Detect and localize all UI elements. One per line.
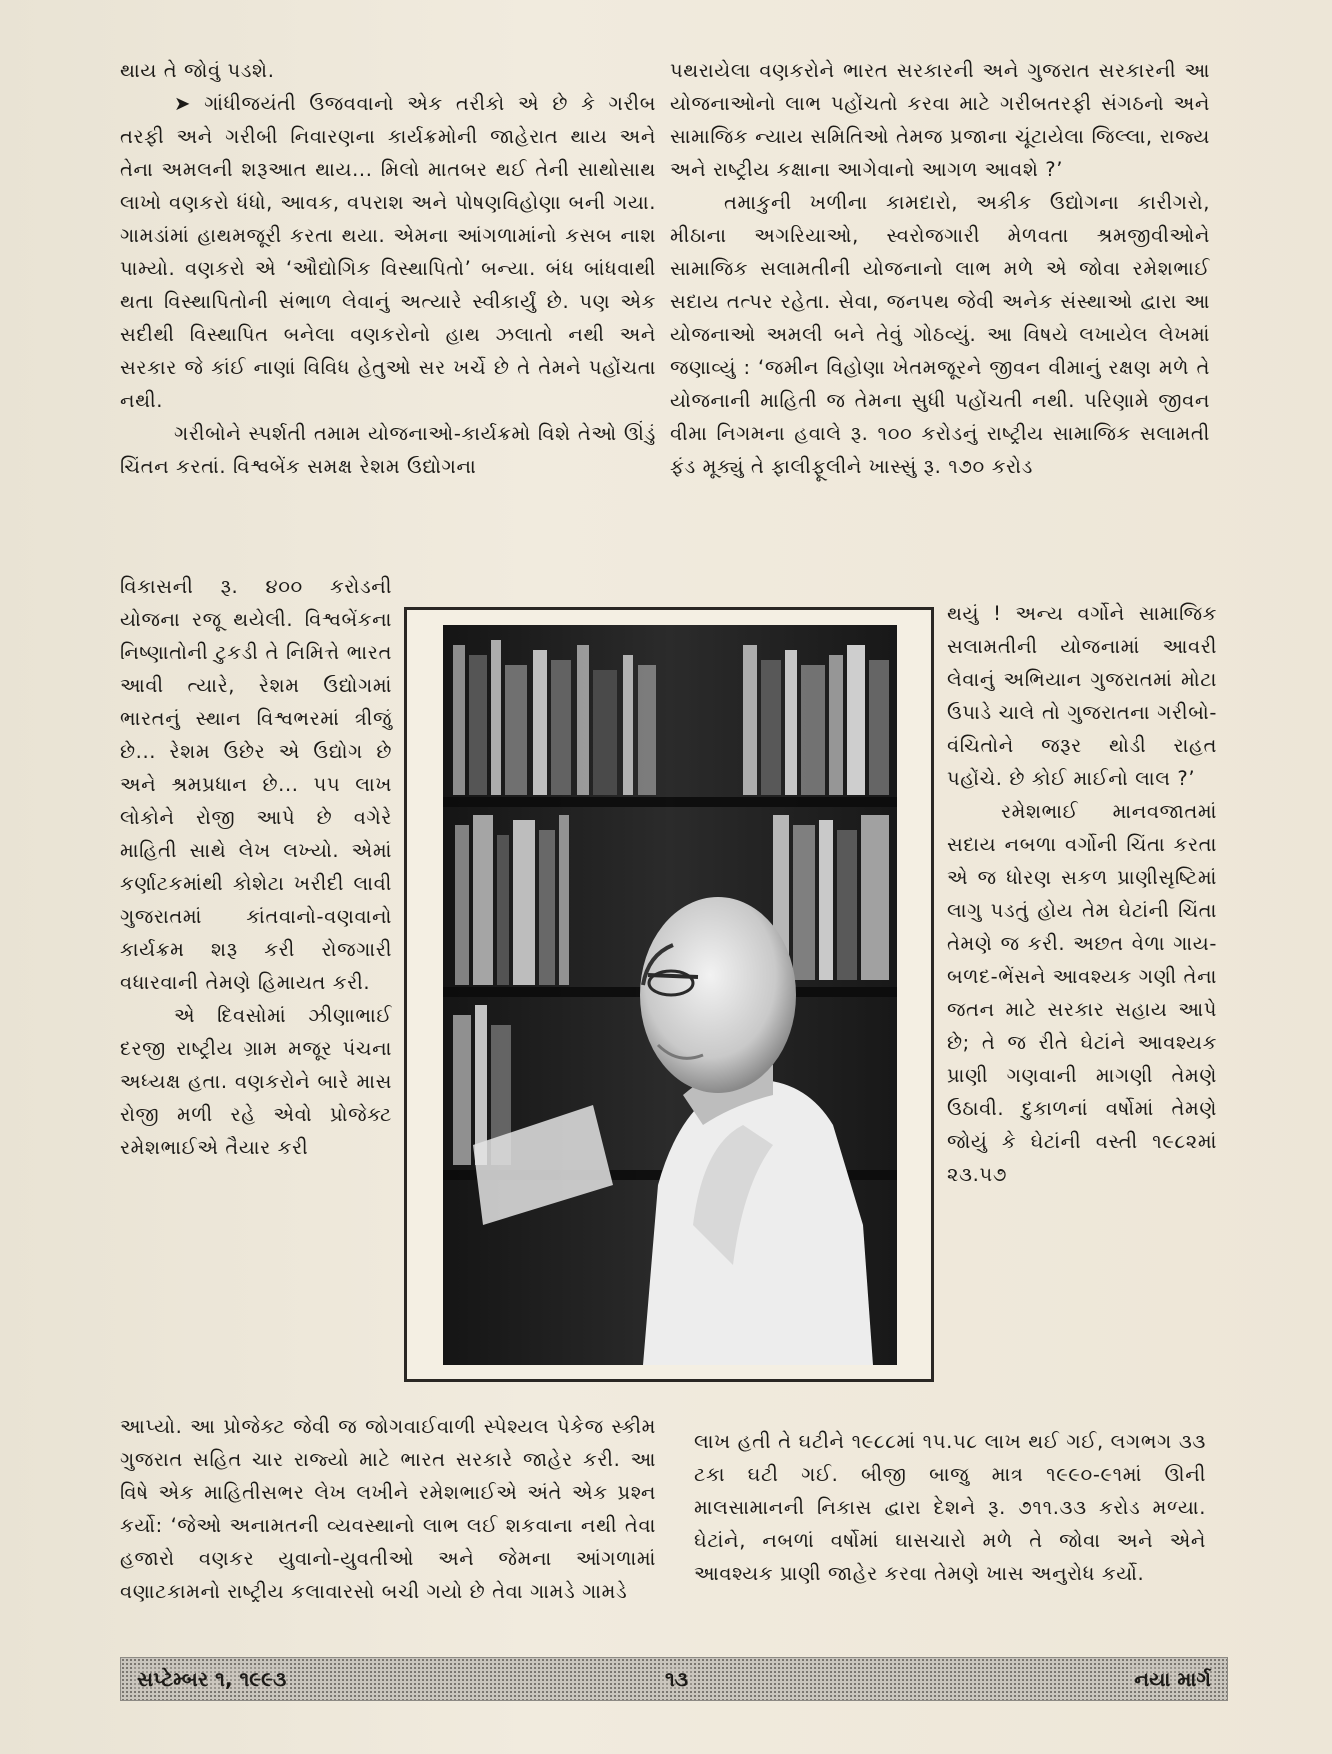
portrait-photo xyxy=(404,607,934,1382)
paragraph: વિકાસની રૂ. ૪૦૦ કરોડની યોજના રજૂ થયેલી. વિશ્વબેંકના નિષ્ણાતોની ટુકડી તે નિમિત્તે ભારત આવી ત્યારે, રેશમ ઉદ્યોગમાં ભારતનું સ્થાન વિશ્વભરમાં ત્રીજું છે... રેશમ ઉછેર એ ઉદ્યોગ છે અને શ્રમપ્રધાન છે... ૫૫ લાખ લોકોને રોજી આપે છે વગેરે માહિતી સાથે લેખ લખ્યો. એમાં કર્ણાટકમાંથી કોશેટા ખરીદી લાવી ગુજરાતમાં કાંતવાનો-વણવાનો કાર્યક્રમ શરૂ કરી રોજગારી વધારવાની તેમણે હિમાયત કરી. xyxy=(120,575,392,994)
paragraph: એ દિવસોમાં ઝીણાભાઈ દરજી રાષ્ટ્રીય ગ્રામ મજૂર પંચના અધ્યક્ષ હતા. વણકરોને બારે માસ રોજી મળી રહે એવો પ્રોજેક્ટ રમેશભાઈએ તૈયાર કરી xyxy=(120,1004,392,1159)
paragraph: થાય તે જોવું પડશે. xyxy=(120,59,275,82)
paragraph: આપ્યો. આ પ્રોજેક્ટ જેવી જ જોગવાઈવાળી સ્પેશ્યલ પેકેજ સ્કીમ ગુજરાત સહિત ચાર રાજ્યો માટે ભારત સરકારે જાહેર કરી. આ વિષે એક માહિતીસભર લેખ લખીને રમેશભાઈએ અંતે એક પ્રશ્ન કર્યો: ‘જેઓ અનામતની વ્યવસ્થાનો લાભ લઈ શકવાના નથી તેવા હજારો વણકર યુવાનો-યુવતીઓ અને જેમના આંગળામાં વણાટકામનો રાષ્ટ્રીય કલાવારસો બચી ગયો છે તેવા ગામડે ગામડે xyxy=(120,1415,656,1603)
right-narrow-column xyxy=(947,597,1217,1191)
photo-image xyxy=(443,625,897,1365)
left-column-top xyxy=(120,54,656,483)
page-footer xyxy=(120,1657,1228,1701)
paragraph: ગરીબોને સ્પર્શતી તમામ યોજનાઓ-કાર્યક્રમો વિશે તેઓ ઊંડું ચિંતન કરતાં. વિશ્વબેંક સમક્ષ રેશમ ઉદ્યોગના xyxy=(120,422,656,478)
right-column-top xyxy=(670,54,1210,483)
paragraph: રમેશભાઈ માનવજાતમાં સદાય નબળા વર્ગોની ચિંતા કરતા એ જ ધોરણ સકળ પ્રાણીસૃષ્ટિમાં લાગુ પડતું હોય તેમ ઘેટાંની ચિંતા તેમણે જ કરી. અછત વેળા ગાય-બળદ-ભેંસને આવશ્યક ગણી તેના જતન માટે સરકાર સહાય આપે છે; તે જ રીતે ઘેટાંને આવશ્યક પ્રાણી ગણવાની માગણી તેમણે ઉઠાવી. દુકાળનાં વર્ષોમાં તેમણે જોયું કે ઘેટાંની વસ્તી ૧૯૮૨માં ૨૩.૫૭ xyxy=(947,800,1217,1186)
right-column-bottom xyxy=(694,1425,1206,1590)
magazine-name: નયા માર્ગ xyxy=(1130,1667,1215,1691)
page-number: ૧૩ xyxy=(661,1667,692,1691)
left-column-bottom xyxy=(120,1410,656,1608)
paragraph: ➤ ગાંધીજયંતી ઉજવવાનો એક તરીકો એ છે કે ગરીબ તરફી અને ગરીબી નિવારણના કાર્યક્રમોની જાહેરાત થાય અને તેના અમલની શરૂઆત થાય... મિલો માતબર થઈ તેની સાથોસાથ લાખો વણકરો ધંધો, આવક, વપરાશ અને પોષણવિહોણા બની ગયા. ગામડાંમાં હાથમજૂરી કરતા થયા. એમના આંગળામાંનો કસબ નાશ પામ્યો. વણકરો એ ‘ઔદ્યોગિક વિસ્થાપિતો’ બન્યા. બંધ બાંધવાથી થતા વિસ્થાપિતોની સંભાળ લેવાનું અત્યારે સ્વીકાર્યું છે. પણ એક સદીથી વિસ્થાપિત બનેલા વણકરોનો હાથ ઝલાતો નથી અને સરકાર જે કાંઈ નાણાં વિવિધ હેતુઓ સર ખર્ચે છે તે તેમને પહોંચતા નથી. xyxy=(120,92,656,412)
paragraph: લાખ હતી તે ઘટીને ૧૯૮૮માં ૧૫.૫૮ લાખ થઈ ગઈ, લગભગ ૩૩ ટકા ઘટી ગઈ. બીજી બાજુ માત્ર ૧૯૯૦-૯૧માં ઊની માલસામાનની નિકાસ દ્વારા દેશને રૂ. ૭૧૧.૩૩ કરોડ મળ્યા. ઘેટાંને, નબળાં વર્ષોમાં ઘાસચારો મળે તે જોવા અને એને આવશ્યક પ્રાણી જાહેર કરવા તેમણે ખાસ અનુરોધ કર્યો. xyxy=(694,1430,1206,1585)
left-narrow-column xyxy=(120,570,392,1164)
issue-date: સપ્ટેમ્બર ૧, ૧૯૯૩ xyxy=(133,1667,290,1691)
paragraph: પથરાયેલા વણકરોને ભારત સરકારની અને ગુજરાત સરકારની આ યોજનાઓનો લાભ પહોંચતો કરવા માટે ગરીબતરફી સંગઠનો અને સામાજિક ન્યાય સમિતિઓ તેમજ પ્રજાના ચૂંટાયેલા જિલ્લા, રાજ્ય અને રાષ્ટ્રીય કક્ષાના આગેવાનો આગળ આવશે ?’ xyxy=(670,59,1210,181)
paragraph: થયું ! અન્ય વર્ગોને સામાજિક સલામતીની યોજનામાં આવરી લેવાનું અભિયાન ગુજરાતમાં મોટા ઉપાડે ચાલે તો ગુજરાતના ગરીબો-વંચિતોને જરૂર થોડી રાહત પહોંચે. છે કોઈ માઈનો લાલ ?’ xyxy=(947,602,1217,790)
paragraph: તમાકુની ખળીના કામદારો, અકીક ઉદ્યોગના કારીગરો, મીઠાના અગરિયાઓ, સ્વરોજગારી મેળવતા શ્રમજીવીઓને સામાજિક સલામતીની યોજનાનો લાભ મળે એ જોવા રમેશભાઈ સદાય તત્પર રહેતા. સેવા, જનપથ જેવી અનેક સંસ્થાઓ દ્વારા આ યોજનાઓ અમલી બને તેવું ગોઠવ્યું. આ વિષયે લખાયેલ લેખમાં જણાવ્યું : ‘જમીન વિહોણા ખેતમજૂરને જીવન વીમાનું રક્ષણ મળે તે યોજનાની માહિતી જ તેમના સુધી પહોંચતી નથી. પરિણામે જીવન વીમા નિગમના હવાલે રૂ. ૧૦૦ કરોડનું રાષ્ટ્રીય સામાજિક સલામતી ફંડ મૂક્યું તે ફાલીફૂલીને ખાસ્સું રૂ. ૧૭૦ કરોડ xyxy=(670,191,1210,478)
